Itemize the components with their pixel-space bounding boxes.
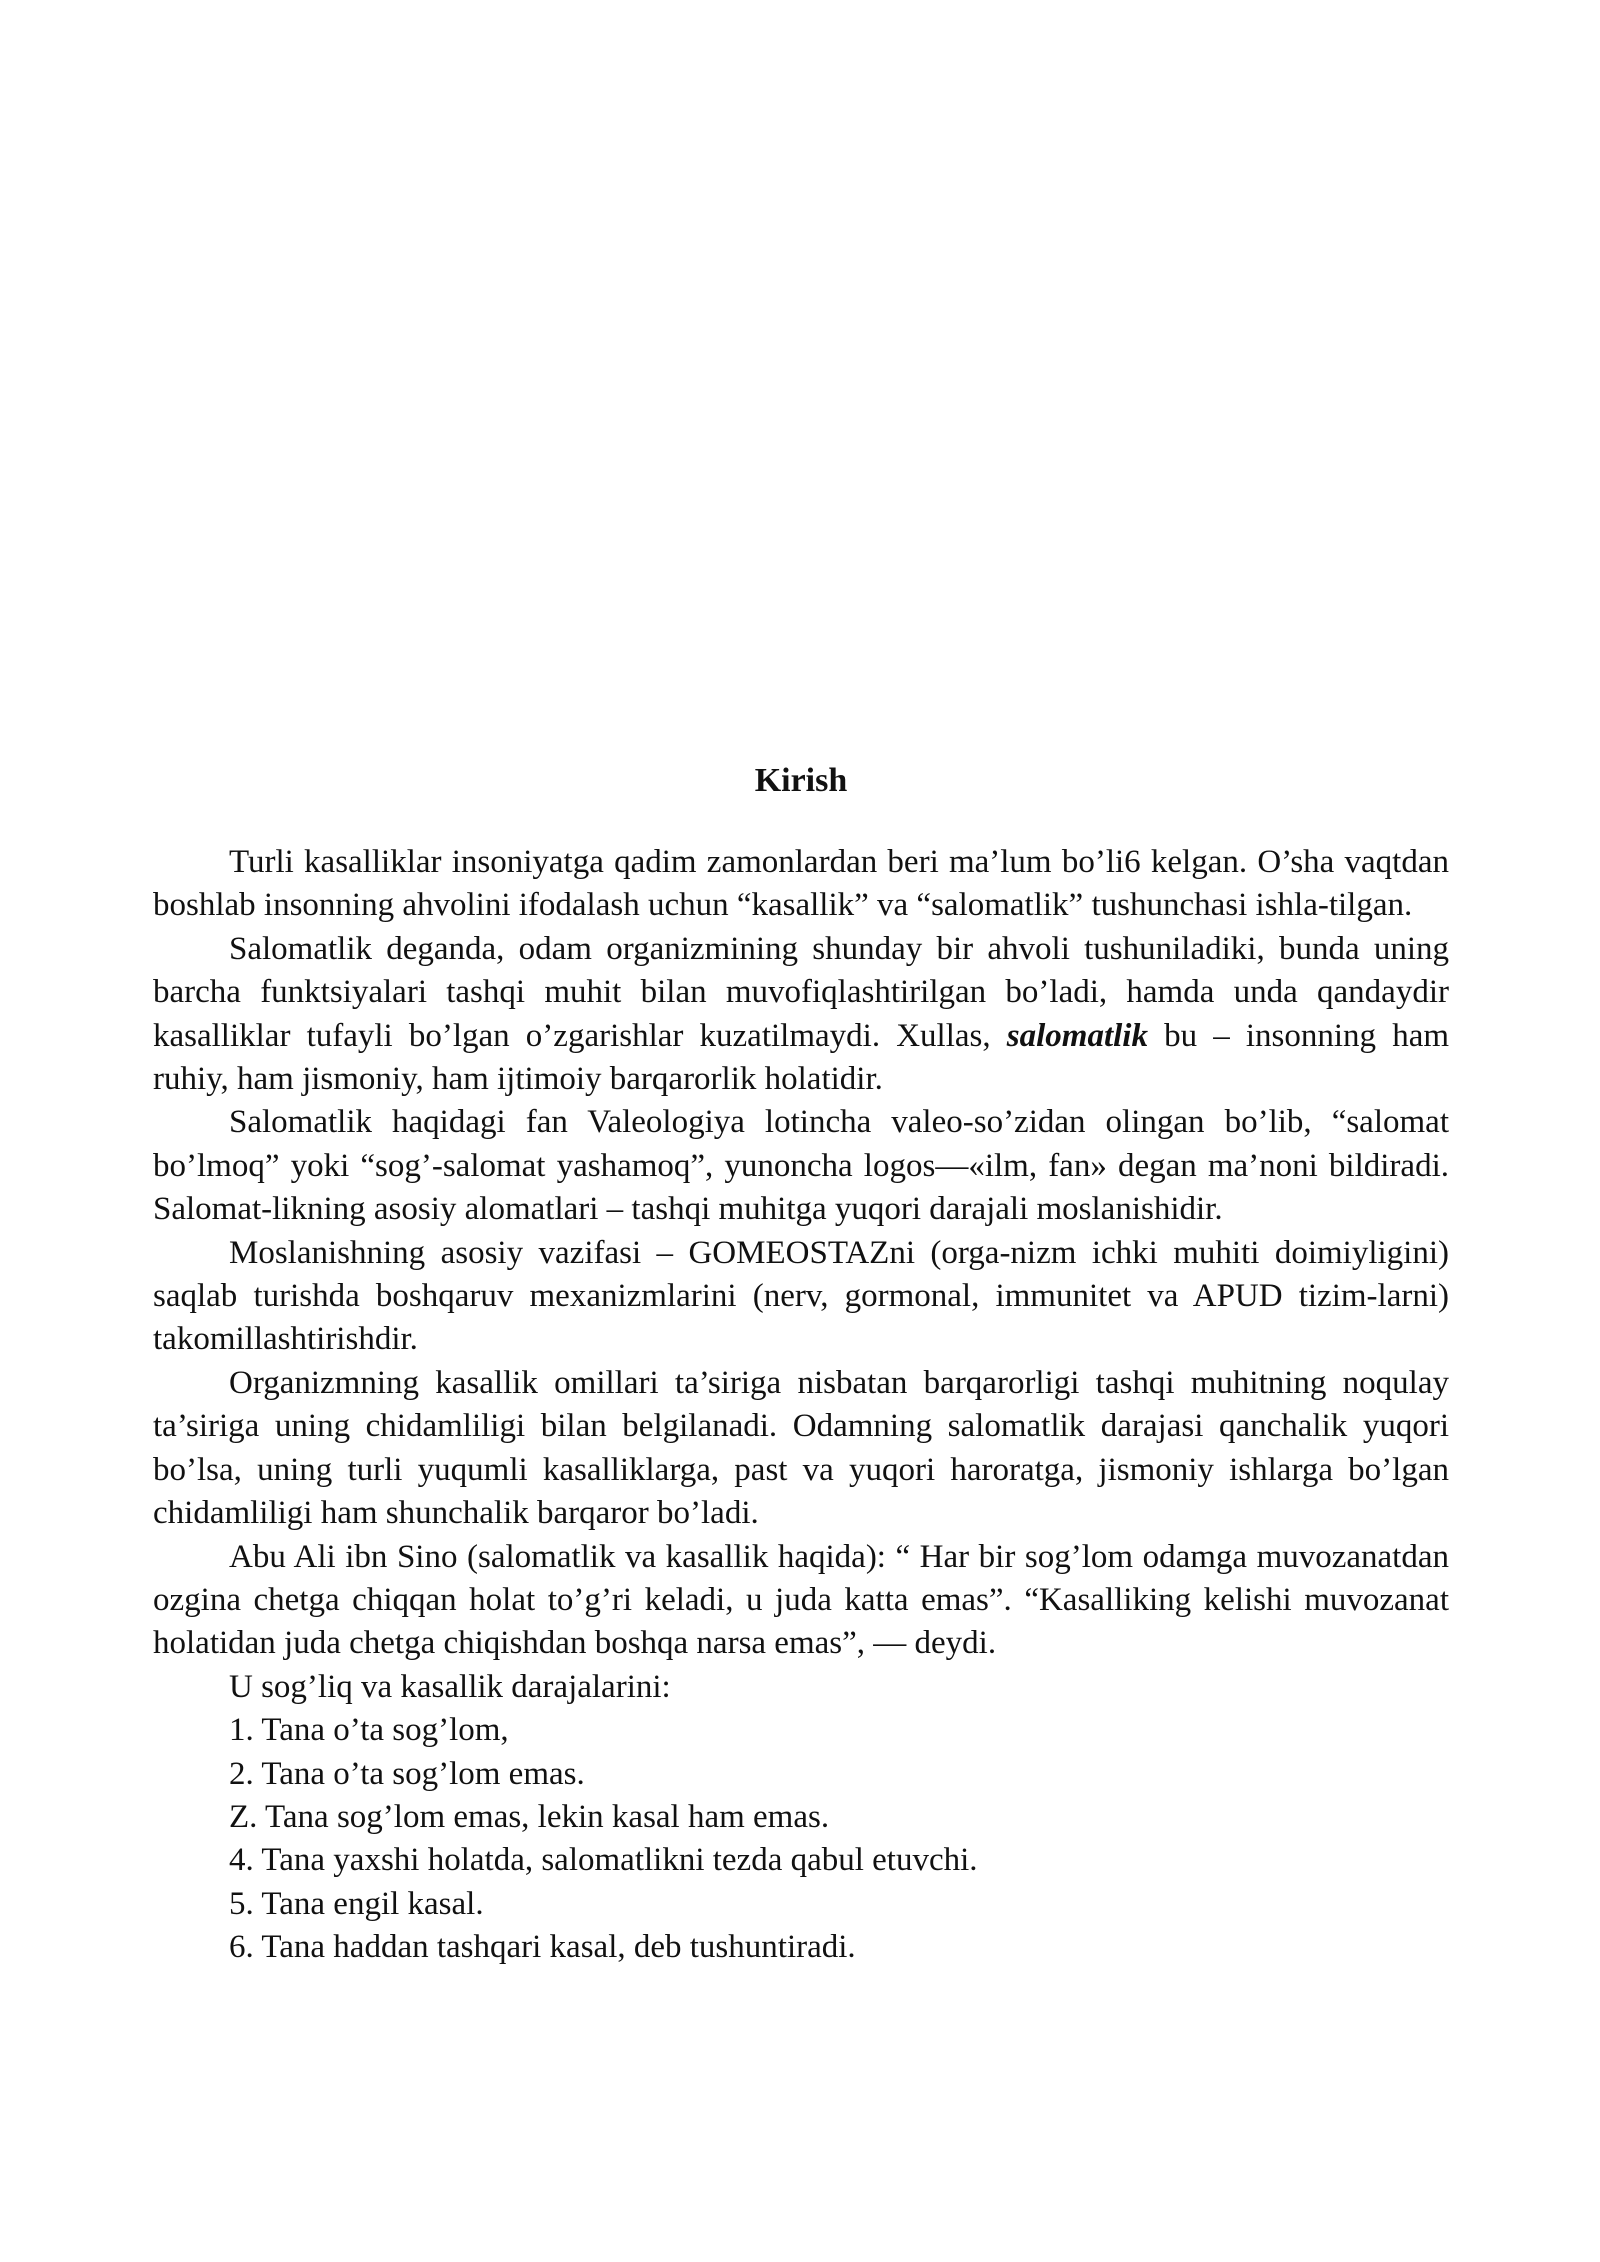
- paragraph: Salomatlik haqidagi fan Valeologiya lotincha valeo-so’zidan olingan bo’lib, “salomat bo’lmoq” yoki “sog’-salomat yashamoq”, yunoncha logos—«ilm, fan» degan ma’noni bildiradi. Salomat-likning asosiy alomatlari – tashqi muhitga yuqori darajali moslanishidir.: [153, 1104, 1449, 1228]
- list-item: 4. Tana yaxshi holatda, salomatlikni tezda qabul etuvchi.: [229, 1842, 978, 1879]
- list-item: 2. Tana o’ta sog’lom emas.: [229, 1755, 585, 1792]
- paragraph-text: Salomatlik deganda, odam organizmining shunday bir ahvoli tushuniladiki, bunda uning barcha funktsiyalari tashqi muhit bilan muvofiqlashtirilgan bo’ladi, hamda unda qandaydir kasalliklar tufayli bo’lgan o’zgarishlar kuzatilmaydi. Xullas,: [153, 930, 1449, 1054]
- paragraph: Abu Ali ibn Sino (salomatlik va kasallik haqida): “ Har bir sog’lom odamga muvozanatdan ozgina chetga chiqqan holat to’g’ri keladi, u juda katta emas”. “Kasalliking kelishi muvozanat holatidan juda chetga chiqishdan boshqa narsa emas”, — deydi.: [153, 1538, 1449, 1662]
- paragraph: Moslanishning asosiy vazifasi – GOMEOSTAZni (orga-nizm ichki muhiti doimiyligini) saqlab turishda boshqaruv mexanizmlarini (nerv, gormonal, immunitet va APUD tizim-larni) takomillashtirishdir.: [153, 1234, 1449, 1358]
- emphasized-term: salomatlik: [1006, 1017, 1148, 1054]
- list-item: 1. Tana o’ta sog’lom,: [229, 1712, 509, 1749]
- paragraph-text: bu – insonning ham ruhiy, ham jismoniy, ham ijtimoiy barqarorlik holatidir.: [153, 1017, 1450, 1098]
- list-item: 5. Tana engil kasal.: [229, 1885, 484, 1922]
- document-title: Kirish: [754, 762, 848, 799]
- paragraph: Turli kasalliklar insoniyatga qadim zamonlardan beri ma’lum bo’li6 kelgan. O’sha vaqtdan boshlab insonning ahvolini ifodalash uchun “kasallik” va “salomatlik” tushunchasi ishla-tilgan.: [153, 844, 1449, 924]
- list-item: Z. Tana sog’lom emas, lekin kasal ham emas.: [229, 1798, 830, 1835]
- levels-list: [153, 1709, 1449, 1969]
- paragraph: [153, 928, 1449, 1102]
- list-intro: U sog’liq va kasallik darajalarini:: [229, 1668, 671, 1705]
- list-item: 6. Tana haddan tashqari kasal, deb tushuntiradi.: [229, 1929, 856, 1966]
- paragraph: Organizmning kasallik omillari ta’siriga nisbatan barqarorligi tashqi muhitning noqulay ta’siriga uning chidamliligi bilan belgilanadi. Odamning salomatlik darajasi qanchalik yuqori bo’lsa, uning turli yuqumli kasalliklarga, past va yuqori haroratga, jismoniy ishlarga bo’lgan chidamliligi ham shunchalik barqaror bo’ladi.: [153, 1364, 1449, 1532]
- document-body: [153, 757, 1449, 1970]
